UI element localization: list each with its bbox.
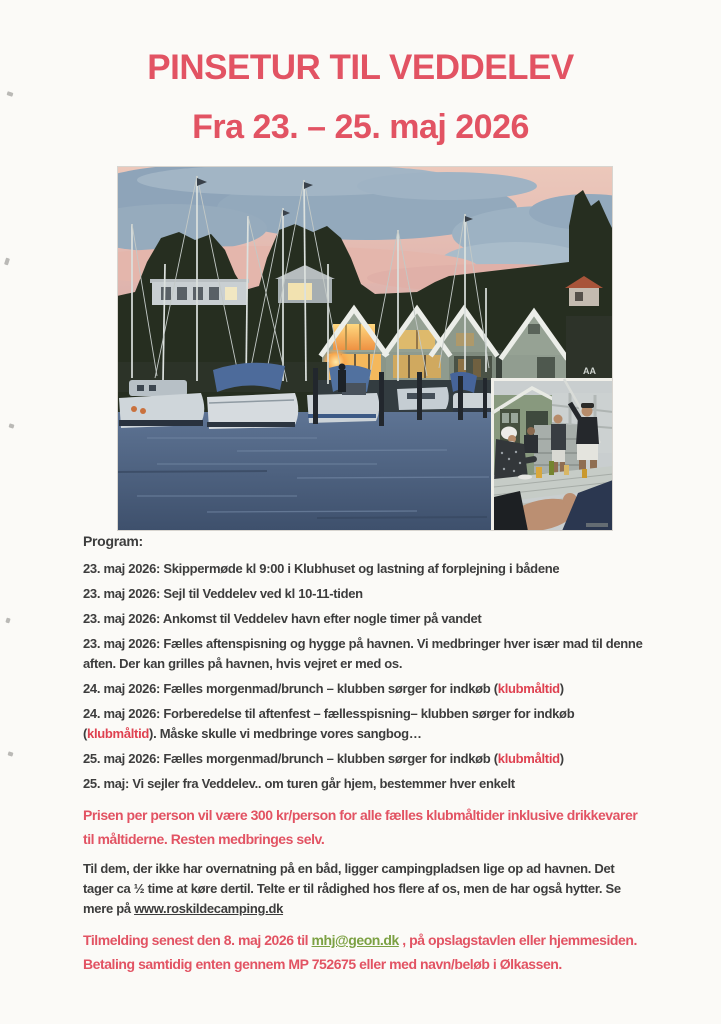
program-item-5: 24. maj 2026: Fælles morgenmad/brunch – klubben sørger for indkøb (klubmåltid): [83, 681, 564, 696]
email-link[interactable]: mhj@geon.dk: [311, 932, 399, 948]
program-item-2: 23. maj 2026: Sejl til Veddelev ved kl 10-11-tiden: [83, 586, 363, 601]
program-item-6: 24. maj 2026: Forberedelse til aftenfest – fællesspisning– klubben sørger for indkøb (klubmåltid). Måske skulle vi medbringe vores sangbog…: [83, 706, 575, 741]
price-note: Prisen per person vil være 300 kr/person for alle fælles klubmåltider inklusive drikkevarer til måltiderne. Resten medbringes selv.: [83, 807, 638, 847]
scan-speck: [5, 618, 10, 624]
camping-note: Til dem, der ikke har overnatning på en båd, ligger campingpladsen lige op ad havnen. Det tager ca ½ time at køre dertil. Telte er til rådighed hos flere af os, men de har også hytter. Se mere på www.roskildecamping.dk: [83, 861, 621, 916]
program-item-1: 23. maj 2026: Skippermøde kl 9:00 i Klubhuset og lastning af forplejning i bådene: [83, 561, 560, 576]
scan-speck: [4, 258, 10, 266]
scan-speck: [9, 423, 15, 428]
svg-text:AA: AA: [583, 366, 596, 376]
klubmaaltid-highlight: klubmåltid: [497, 751, 560, 766]
program-item-3: 23. maj 2026: Ankomst til Veddelev havn efter nogle timer på vandet: [83, 611, 482, 626]
scan-speck: [7, 91, 14, 97]
signup-note: Tilmelding senest den 8. maj 2026 til mhj@geon.dk , på opslagstavlen eller hjemmesiden. Betaling samtidig enten gennem MP 752675 eller med navn/beløb i Ølkassen.: [83, 932, 637, 972]
program-heading: Program:: [83, 533, 143, 549]
program-item-4: 23. maj 2026: Fælles aftenspisning og hygge på havnen. Vi medbringer hver især mad til denne aften. Der kan grilles på havnen, hvis vejret er med os.: [83, 636, 643, 671]
flyer-title: PINSETUR TIL VEDDELEV: [147, 48, 574, 87]
program-item-8: 25. maj: Vi sejler fra Veddelev.. om turen går hjem, bestemmer hver enkelt: [83, 776, 515, 791]
program-item-7: 25. maj 2026: Fælles morgenmad/brunch – klubben sørger for indkøb (klubmåltid): [83, 751, 564, 766]
camping-link[interactable]: www.roskildecamping.dk: [134, 901, 284, 916]
scan-speck: [8, 751, 14, 756]
inset-party-photo: [491, 378, 613, 531]
person-on-dock: [338, 364, 346, 393]
harbor-photo: [117, 166, 613, 531]
flyer-body: [83, 531, 645, 982]
flyer-subtitle: Fra 23. – 25. maj 2026: [192, 108, 529, 146]
klubmaaltid-highlight: klubmåltid: [497, 681, 560, 696]
klubmaaltid-highlight: klubmåltid: [87, 726, 150, 741]
